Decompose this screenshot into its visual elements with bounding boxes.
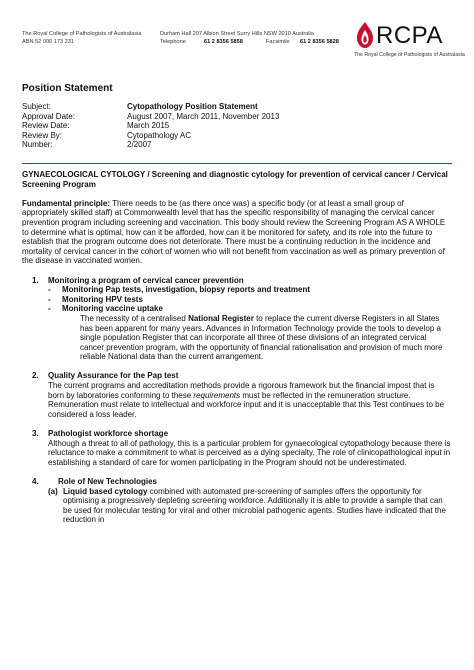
requirements-term: requirements: [193, 390, 241, 400]
meta-row-number: [22, 140, 279, 150]
address: Durham Hall 207 Albion Street Surry Hills NSW 2010 Australia: [160, 31, 314, 37]
text-run: The necessity of a centralised: [80, 313, 189, 323]
section-heading: GYNAECOLOGICAL CYTOLOGY / Screening and diagnostic cytology for prevention of cervical cancer / Cervical Screening Program: [22, 170, 448, 189]
list-item: [22, 371, 452, 419]
item-number: 2.: [32, 371, 39, 381]
meta-value: March 2015: [127, 121, 170, 131]
sub-item: Monitoring Pap tests, investigation, biopsy reports and treatment: [62, 285, 311, 295]
sub-item: Monitoring HPV tests: [62, 294, 143, 304]
logo-wordmark: RCPA: [376, 22, 443, 49]
organization-name: The Royal College of Pathologists of Australasia: [22, 31, 142, 37]
meta-value: August 2007, March 2011, November 2013: [127, 111, 280, 121]
item-heading: Pathologist workforce shortage: [48, 429, 169, 439]
document-body: [22, 170, 452, 525]
flame-logo-icon: [354, 20, 376, 50]
header-contact: [160, 30, 339, 46]
item-heading: Monitoring a program of cervical cancer prevention: [48, 275, 244, 285]
telephone-number: 61 2 8356 5858: [204, 39, 243, 45]
text-run: The current programs and accreditation methods provide a rigorous framework but the financial impost that is born by laboratories conforming to these: [48, 381, 435, 400]
fundamental-principle-paragraph: [22, 199, 452, 266]
liquid-based-cytology-term: Liquid based cytology: [63, 486, 148, 496]
item-paragraph: Although a threat to all of pathology, this is a particular problem for gynaecological cytopathology because there is reluctance to make a commitment to what is perceived as a dying specialty. The role of clinicopathological input in establishing a standard of care for women participating in the Program should not be underestimated.: [48, 438, 451, 467]
telephone-label: Telephone: [160, 39, 186, 45]
text-run: combined with automated pre-screening of samples offers the opportunity for optimising a progressively depleting screening workforce. Additionally it is able to provide a sample that can be used for molecular testing for viral and other microbial pathogenic agents. Studies have indicated that the reduction in: [63, 486, 446, 525]
facsimile-number: 61 2 8356 5828: [300, 39, 339, 45]
divider: [22, 163, 452, 164]
meta-row-review-date: [22, 121, 279, 131]
meta-value: Cytopathology Position Statement: [127, 102, 258, 111]
meta-key: Approval Date:: [22, 111, 75, 121]
organization-abn: ABN 52 000 173 231: [22, 39, 74, 45]
meta-value: 2/2007: [127, 140, 152, 150]
fundamental-principle-label: Fundamental principle:: [22, 198, 111, 208]
item-paragraph: [48, 381, 452, 419]
text-run: to replace the current diverse Registers in all States has been apparent for many years. Advances in Information Technology provide the tools to develop a single population Register that can incorporate all three of these divisions of an integrated cervical cancer prevention program, with the opportunity of financial rationalisation and provision of much more reliable National data than the current arrangement.: [80, 313, 443, 362]
sub-item: Monitoring vaccine uptake: [62, 304, 163, 314]
header-organization: [22, 30, 141, 46]
meta-key: Review By:: [22, 130, 63, 140]
fundamental-principle-text: There needs to be (as there once was) a specific body (or at least a small group of appropriately skilled staff) at Commonwealth level that has the specific responsibility of managing the cervical cancer prevention program including screening and vaccination. This body should review the Screening Program AS A WHOLE to determine what is optimal, how can it be afforded, how can it be monitored for safety, and its role into the future to establish that the program outcome does not deteriorate. There must be a continuing reduction in the incidence and mortality of cervical cancer in the cohort of women who will not benefit from vaccination as well as primary prevention of the disease in vaccinated women.: [22, 198, 446, 266]
item-number: 3.: [32, 429, 39, 439]
sub-item-label: (a): [48, 486, 58, 496]
list-item: [22, 429, 452, 467]
meta-row-approval-date: [22, 112, 279, 122]
meta-row-subject: [22, 102, 279, 112]
national-register-term: National Register: [188, 313, 254, 323]
sub-item-a: [48, 487, 452, 525]
item-heading: Quality Assurance for the Pap test: [48, 371, 179, 381]
list-item: 1. Monitoring a program of cervical cancer prevention - Monitoring Pap tests, investigation, biopsy reports and treatment - Monitoring HPV tests - Monitoring vaccine uptake The necessity of a centralised National Register to replace the current diverse Registers in all States has been apparent for many years. Advances in Information Technology provide the tools to develop a single population Register that can incorporate all three of these divisions of an integrated cervical cancer prevention program, with the opportunity of financial rationalisation and provision of much more reliable National data than the current arrangement.: [22, 276, 452, 362]
meta-key: Number:: [22, 140, 53, 150]
page-title: Position Statement: [22, 83, 113, 94]
meta-row-review-by: [22, 131, 279, 141]
document-metadata: [22, 102, 279, 150]
list-item: [22, 477, 452, 525]
item-heading: Role of New Technologies: [58, 477, 157, 486]
item-number: 4.: [32, 477, 39, 486]
text-run: must be reflected in the remuneration structure. Remuneration must relate to intellectual and workforce input and it is unacceptable that this Test continues to be considered a loss leader.: [48, 390, 445, 419]
meta-value: Cytopathology AC: [127, 130, 192, 140]
logo-subtitle: The Royal College of Pathologists of Australasia: [354, 52, 465, 58]
meta-key: Review Date:: [22, 121, 70, 131]
item-number: 1.: [32, 275, 39, 285]
rcpa-logo: [354, 20, 464, 62]
meta-key: Subject:: [22, 102, 51, 111]
facsimile-label: Facsimile: [266, 39, 290, 45]
item-paragraph: [80, 314, 452, 362]
